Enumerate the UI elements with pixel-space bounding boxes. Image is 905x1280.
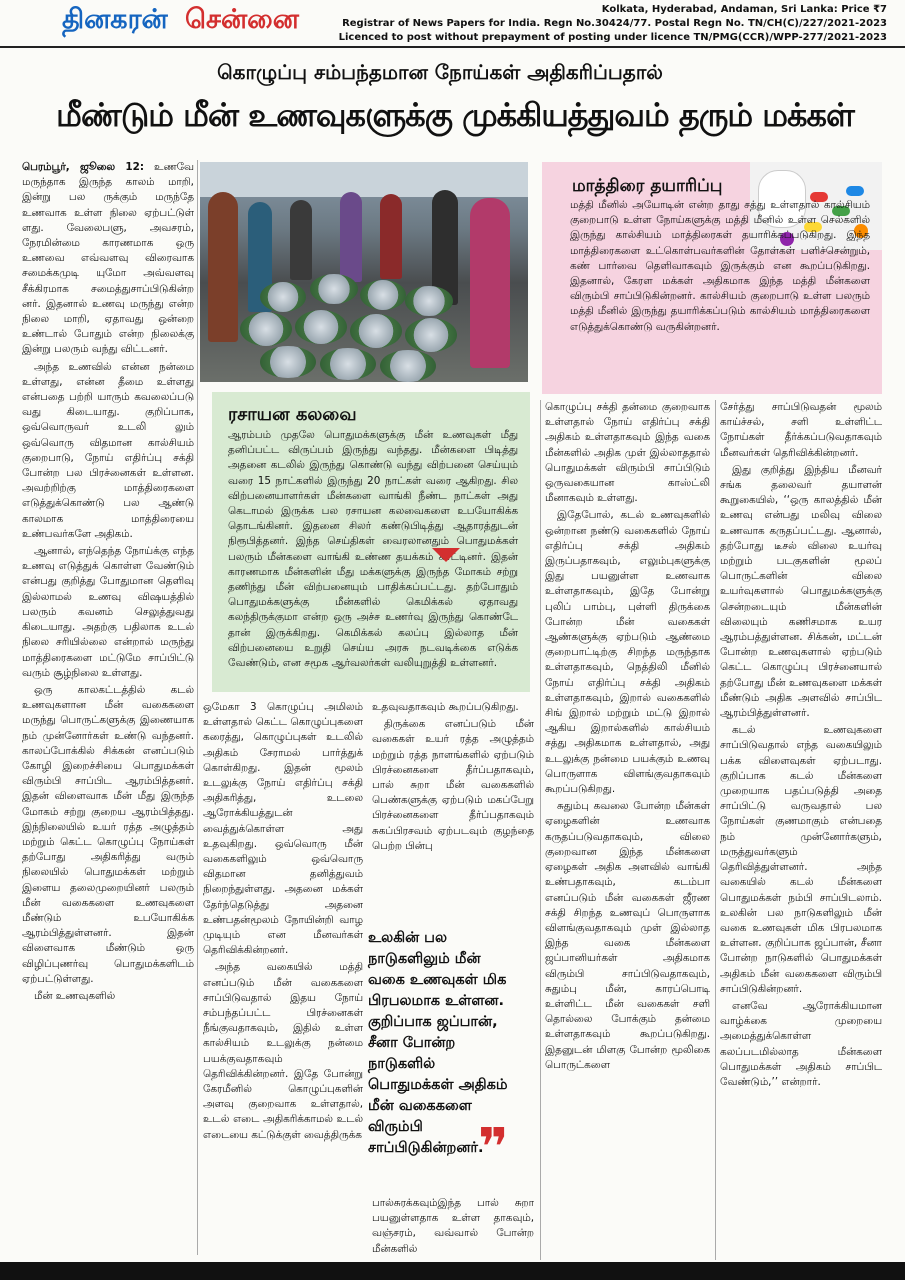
col5-para-3: கடல் உணவுகளை சாப்பிடுவதால் எந்த வகையிலும் பக்க விளைவுகள் ஏற்படாது. குறிப்பாக கடல் மீன்களை முறையாக பதப்படுத்தி அதை சாப்பிட்டு வருவதால் பல நோய்கள் குணமாகும் என்பதை நம் முன்னோர்களும், மருத்துவர்களும் தெரிவித்துள்ளனர். அந்த வகையில் கடல் மீன்களை பொதுமக்கள் நம்பி சாப்பிடலாம். உலகின் பல நாடுகளிலும் மீன் வகை உணவுகள் மிக பிரபலமாக உள்ளன. குறிப்பாக ஜப்பான், சீனா போன்ற நாடுகளில் பொதுமக்கள் அதிகம் மீன் வகைகளை விரும்பி சாப்பிடுகின்றனர்.	[720, 724, 882, 995]
logo-dinakaran: தினகரன்	[62, 4, 168, 35]
pull-quote-arrow	[432, 548, 460, 562]
col4-para-3: சுதும்பு கவலை போன்ற மீன்கள் ஏழைகளின் உணவாக கருதப்படுவதாகவும், விலை குறைவான இந்த மீன்களை ஏழைகள் அதிக அளவில் வாங்கி உண்பதாகவும், கடம்பா எனப்படும் மீன் வகைகள் ஜீரண சக்தி சிறந்த உணவுப் பொருளாக விளங்குவதாகவும் முள் இல்லாத இந்த வகை மீன்களை ஜப்பானியர்கள் அதிகமாக விரும்பி சாப்பிடுவதாகவும், சுதும்பு மீன், காரப்பொடி உள்ளிட்ட மீன் வகைகள் சளி தொல்லை போக்கும் தன்மை உள்ளதாகவும் கூறப்படுகிறது. இதனுடன் மிளகு போன்ற மூலிகை பொருட்களை	[545, 800, 710, 1071]
pull-quote: உலகின் பல நாடுகளிலும் மீன் வகை உணவுகள் மிக பிரபலமாக உள்ளன. குறிப்பாக ஜப்பான், சீனா போன்ற நாடுகளில் பொதுமக்கள் அதிகம் மீன் வகைகளை விரும்பி சாப்பிடுகின்றனர்.	[368, 930, 508, 1156]
col4-para-1: கொழுப்பு சக்தி தன்மை குறைவாக உள்ளதால் நோய் எதிர்ப்பு சக்தி அதிகம் உள்ளதாகவும் இந்த வகை மீன்களில் அதிக முள் இல்லாததால் பொதுமக்கள் விரும்பி சாப்பிடும் ஒருவகையான காஸ்ட்லி மீனாகவும் உள்ளது.	[545, 401, 710, 505]
col1-para-5: மீன் உணவுகளில்	[34, 989, 116, 1002]
col3-para-2: திருக்கை எனப்படும் மீன் வகைகள் உயர் ரத்த அழுத்தம் மற்றும் ரத்த நாளங்களில் ஏற்படும் பிரச்னைகளை தீர்ப்பதாகவும், பால் சுறா மீன் வகைகளில் பெண்களுக்கு ஏற்படும் மகப்பேறு பிரச்னைகளை தீர்ப்பதாகவும் சுகப்பிரசவம் ஏற்படவும் குழந்தை பெற்ற பின்பு	[372, 718, 534, 852]
col1-para-2: அந்த உணவில் என்ன நன்மை உள்ளது, என்ன தீமை உள்ளது என்பதை பற்றி யாரும் கவலைப்படு வது கிடையாது. குறிப்பாக, ஒவ்வொருவர் உடலி லும் ஒவ்வொரு விதமான கால்சியம் குறைபாடு, நோய் எதிர்ப்பு சக்தி போன்ற பல பிரச்னைகள் உள்ளன. அவற்றிற்கு மாத்திரைகளை எடுத்துக்கொண்டு பல ஆண்டு காலமாக மாத்திரையை உண்பவர்களே அதிகம்.	[22, 360, 194, 540]
col4-para-2: இதேபோல், கடல் உணவுகளில் ஒன்றான நண்டு வகைகளில் நோய் எதிர்ப்பு சக்தி அதிகம் இருப்பதாகவும், எலும்புகளுக்கு இது பயனுள்ள உணவாக உள்ளதாகவும், இதே போன்று புலிப் பாம்பு, புள்ளி திருக்கை போன்ற மீன் வகைகள் ஆண்களுக்கு ஏற்படும் ஆண்மை குறைபாட்டிற்கு சிறந்த மருந்தாக உள்ளதாகவும், நெத்திலி மீனில் நோய் எதிர்ப்பு சக்தி அதிகம் உள்ளதாகவும், இறால் வகைகளில் சிங் இறால் மற்றும் மட்டு இறால் ஆகிய இறால்களில் கால்சியம் சத்து அதிகமாக உள்ளதால், அது உடலுக்கு நன்மை பயக்கும் உணவு பொருளாக விளங்குவதாகவும் கூறப்படுகிறது.	[545, 509, 710, 796]
fish-market-photo	[200, 162, 528, 382]
article-headline: மீண்டும் மீன் உணவுகளுக்கு முக்கியத்துவம் தரும் மக்கள்	[56, 96, 854, 134]
licence-line: Licenced to post without prepayment of posting under licence TN/PMG(CCR)/WPP-277/2021-2023	[338, 32, 887, 43]
price-line: Kolkata, Hyderabad, Andaman, Sri Lanka: Price ₹7	[601, 4, 887, 15]
article-column-2	[203, 700, 363, 1260]
col1-para-4: ஒரு காலகட்டத்தில் கடல் உணவுகளான மீன் வகைகளை மருந்து பொருட்களுக்கு இணையாக நம் முன்னோர்கள் உண்டு வந்தனர். காலப்போக்கில் சிக்கன் எனப்படும் கோழி இறைச்சியை பொதுமக்கள் விரும்பி சாப்பிட ஆரம்பித்தனர். இதன் விளைவாக மீன் மீது இருந்த மோகம் சற்று குறைய ஆரம்பித்தது. இந்நிலையில் உயர் ரத்த அழுத்தம் மற்றும் கெட்ட கொழுப்பு நோய்கள் தற்போது அதிகரித்து வரும் நிலையில் பொதுமக்கள் மற்றும் இளைய தலைமுறையினர் பலரும் மீன் வகைகளை உணவுகளை மீண்டும் உபயோகிக்க ஆரம்பித்துள்ளனர். இதன் விளைவாக மீண்டும் ஒரு விழிப்புணர்வு பொதுமக்களிடம் ஏற்பட்டுள்ளது.	[22, 683, 194, 985]
article-column-3	[372, 700, 534, 928]
col5-para-4: எனவே ஆரோக்கியமான வாழ்க்கை முறையை அமைத்துக்கொள்ள கலப்படமில்லாத மீன்களை பொதுமக்கள் அதிகம் சாப்பிட வேண்டும்,’’ என்றார்.	[720, 999, 882, 1088]
column-divider	[540, 400, 541, 1260]
article-column-4	[545, 400, 710, 1260]
column-divider	[715, 400, 716, 1260]
dateline: பெரம்பூர், ஜூலை 12:	[22, 161, 144, 173]
article-column-3-bottom	[372, 1196, 534, 1260]
article-column-1	[22, 160, 194, 1260]
col5-para-1: சேர்த்து சாப்பிடுவதன் மூலம் காய்ச்சல், சளி உள்ளிட்ட நோய்கள் தீர்க்கப்படுவதாகவும் மீனவர்கள் தெரிவிக்கின்றனர்.	[720, 401, 882, 459]
col1-para-1: உணவே மருந்தாக இருந்த காலம் மாறி, இன்று பல ருக்கும் மருந்தே உணவாக உள்ள நிலை ஏற்பட்டுள் ளது. வேலைபளு, அவசரம், நேரமின்மை காரணமாக ஒரு உணவை எவ்வளவு விரைவாக சமைக்கமுடி யுமோ அவ்வளவு சீக்கிரமாக சமைத்துசாப்பிடுகின்ற னர். இதனால் உணவு மருந்து என்ற நிலை மாறி, ஏதாவது ஒன்றை உண்டால் போதும் என்ற நிலைக்கு இன்று பலரும் வந்து விட்டனர்.	[22, 161, 194, 356]
next-headline-band	[0, 1262, 905, 1280]
chemical-mixture-box	[212, 392, 530, 692]
col5-para-2: இது குறித்து இந்திய மீனவர் சங்க தலைவர் தயாளன் கூறுகையில், ‘‘ஒரு காலத்தில் மீன் உணவு என்பது மலிவு விலை உணவாக கருதப்பட்டது. ஆனால், தற்போது டீசல் விலை உயர்வு மற்றும் படகுகளின் மூலப் பொருட்களின் விலை உயர்வுகளால் பொதுமக்களுக்கு சென்றடையும் மீன்களின் விலையும் கணிசமாக உயர ஆரம்பத்துள்ளன. சிக்கன், மட்டன் போன்ற உணவுகளால் ஏற்படும் கெட்ட கொழுப்பு பிரச்னையால் தற்போது மீன் உணவுகளை மக்கள் மீண்டும் அதிக அளவில் சாப்பிட ஆரம்பித்துள்ளனர்.	[720, 463, 882, 720]
pink-box-text: மத்தி மீனில் அயோடின் என்ற தாது சத்து உள்ளதால் கால்சியம் குறைபாடு உள்ள நோய்களுக்கு மத்தி மீனில் உள்ள செல்களில் இருந்து கால்சியம் மாத்திரைகள் தயாரிக்கப்படுகிறது. இந்த மாத்திரைகளை உட்கொள்பவர்களின் தோள்கள் பளிச்சென்றும், கண் பார்வை தெளிவாகவும் இருக்கும் என கூறப்படுகிறது. இதனால், கேரள மக்கள் அதிகமாக இந்த மத்தி மீன்களை விரும்பி சாப்பிடுகின்றனர். கால்சியம் குறைபாடு உள்ள பலரும் மத்தி மீனில் இருந்து தயாரிக்கப்படும் கால்சியம் மாத்திரைகளை எடுத்துக்கொண்டு வருகின்றனர்.	[570, 199, 870, 333]
col2-para-1: ஒமேகா 3 கொழுப்பு அமிலம் உள்ளதால் கெட்ட கொழுப்புகளை கரைத்து, கொழுப்புகள் உடலில் அதிகம் சேராமல் பார்த்துக் கொள்கிறது. இதன் மூலம் உடலுக்கு நோய் எதிர்ப்பு சக்தி அதிகரித்து, உடலை ஆரோக்கியத்துடன் வைத்துக்கொள்ள அது உதவுகிறது. ஒவ்வொரு மீன் வகைகளிலும் ஒவ்வொரு விதமான தனித்துவம் நிறைந்துள்ளது. அதனை மக்கள் தேர்ந்தெடுத்து அதனை உண்பதன்மூலம் நோயின்றி வாழ முடியும் என மீனவர்கள் தெரிவிக்கின்றனர்.	[203, 701, 363, 957]
logo-chennai: சென்னை	[185, 4, 299, 35]
pill-production-box	[542, 162, 882, 394]
col1-para-3: ஆனால், எந்தெந்த நோய்க்கு எந்த உணவு எடுத்துக் கொள்ள வேண்டும் என்பது குறித்து போதுமான தெளிவு இல்லாமல் உணவு விஷயத்தில் பலரும் கவனம் செலுத்துவது கிடையாது. அதற்கு பதிலாக உடல் நிலை சரியில்லை என்றால் மருந்து மாத்திரைகளை மட்டுமே சாப்பிட்டு வரும் சூழ்நிலை உள்ளது.	[22, 545, 194, 679]
green-box-title: ரசாயன கலவை	[228, 404, 357, 425]
registrar-line: Registrar of News Papers for India. Regn No.30424/77. Postal Regn No. TN/CH(C)/227/2021-2023	[342, 18, 887, 29]
green-box-text: ஆரம்பம் முதலே பொதுமக்களுக்கு மீன் உணவுகள் மீது தனிப்பட்ட விருப்பம் இருந்து வந்தது. மீன்களை பிடித்து அதனை கடலில் இருந்து கொண்டு வந்து விற்பனை செய்யும் வரை 15 நாட்களில் இருந்து 20 நாட்கள் வரை ஆகிறது. சில விற்பனையாளர்கள் மீன்களை வாங்கி நீண்ட நாட்கள் அது கெடாமல் இருக்க பல ரசாயன கலவைகளை உபயோகிக்க தொடங்கினர். இதனை சிலர் கண்டுபிடித்து ஆதாரத்துடன் நிரூபித்தனர். இந்த செய்திகள் வைரலானதும் பொதுமக்கள் பலரும் மீன்களை வாங்கி உண்ண தயக்கம் காட்டினர். இதன் காரணமாக மீன்களின் மீது மக்களுக்கு இருந்த மோகம் சற்று தணிந்து மீன் விற்பனையும் பாதிக்கப்பட்டது. தற்போதும் பொதுமக்களுக்கு மீன்களில் கெமிக்கல் ஏதாவது கலந்திருக்குமா என்ற ஒரு அச்ச உணர்வு இருந்து கொண்டே தான் இருக்கிறது. கெமிக்கல் கலப்பு இல்லாத மீன் விற்பனையை உறுதி செய்ய அரசு நடவடிக்கை எடுக்க வேண்டும், என சமூக ஆர்வலர்கள் வலியுறுத்தி உள்ளனர்.	[228, 429, 518, 670]
column-divider	[197, 160, 198, 1255]
col3-para-1: உதவுவதாகவும் கூறப்படுகிறது.	[372, 701, 519, 713]
col3-bottom-para: பால்சுரக்கவும்இந்த பால் சுறா பயனுள்ளதாக உள்ள தாகவும், வஞ்சரம், வவ்வால் போன்ற மீன்களில்	[372, 1197, 534, 1255]
pink-box-title: மாத்திரை தயாரிப்பு	[572, 176, 723, 196]
article-kicker: கொழுப்பு சம்பந்தமான நோய்கள் அதிகரிப்பதால்	[217, 60, 663, 84]
article-column-5	[720, 400, 882, 1260]
quote-mark-icon: ❞	[478, 1118, 509, 1178]
col2-para-2: அந்த வகையில் மத்தி எனப்படும் மீன் வகைகளை சாப்பிடுவதால் இதய நோய் சம்பந்தப்பட்ட பிரச்னைகள் நீங்குவதாகவும், இதில் உள்ள கால்சியம் உடலுக்கு நன்மை பயக்குவதாகவும் தெரிவிக்கின்றனர். இதே போன்று கேரமீனில் கொழுப்புகளின் அளவு குறைவாக உள்ளதால், உடல் எடை அதிகரிக்காமல் உடல் எடையை கட்டுக்குள் வைத்திருக்க	[203, 961, 363, 1141]
masthead	[0, 0, 905, 48]
